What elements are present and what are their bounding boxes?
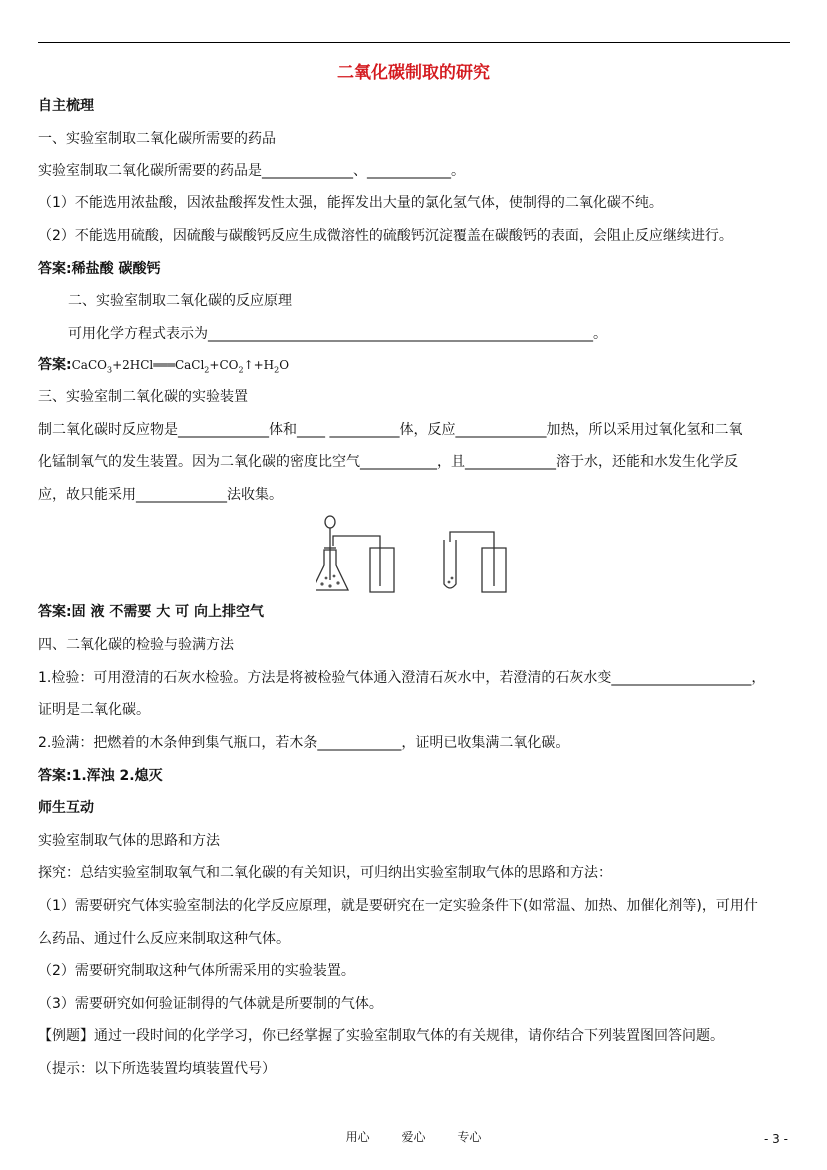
footer-word: 专心 <box>457 1130 482 1144</box>
text-line: 么药品、通过什么反应来制取这种气体。 <box>38 931 290 947</box>
page-number: - 3 - <box>764 1132 788 1146</box>
text-line: 实验室制取气体的思路和方法 <box>38 833 220 849</box>
text-line: 二、实验室制取二氧化碳的反应原理 <box>68 293 292 309</box>
text-line: 三、实验室制二氧化碳的实验装置 <box>38 389 248 405</box>
answer-equation <box>38 356 289 379</box>
answer-line: 答案:稀盐酸 碳酸钙 <box>38 261 161 277</box>
text-line: 【例题】通过一段时间的化学学习，你已经掌握了实验室制取气体的有关规律，请你结合下列装置图回答问题。 <box>38 1028 724 1044</box>
header-rule <box>38 42 790 43</box>
equation: $CaCO_3+2HCl═══CaCl_2+CO_2↑+H_2O$ <box>71 358 290 375</box>
footer-word: 用心 <box>345 1130 370 1144</box>
text-line: 证明是二氧化碳。 <box>38 702 150 718</box>
section-heading: 师生互动 <box>38 800 94 816</box>
page-title: 二氧化碳制取的研究 <box>337 63 490 83</box>
footer-word: 爱心 <box>401 1130 426 1144</box>
text-line: （提示：以下所选装置均填装置代号） <box>38 1061 276 1077</box>
text-line: （3）需要研究如何验证制得的气体就是所要制的气体。 <box>38 996 383 1012</box>
text-line: 1.检验：可用澄清的石灰水检验。方法是将被检验气体通入澄清石灰水中，若澄清的石灰水变____________________， <box>38 670 766 686</box>
section-heading: 自主梳理 <box>38 98 94 114</box>
answer-line: 答案:固 液 不需要 大 可 向上排空气 <box>38 604 264 620</box>
text-line: （2）不能选用硫酸，因硫酸与碳酸钙反应生成微溶性的硫酸钙沉淀覆盖在碳酸钙的表面，会阻止反应继续进行。 <box>38 228 733 244</box>
text-line: 2.验满：把燃着的木条伸到集气瓶口，若木条____________，证明已收集满二氧化碳。 <box>38 735 570 751</box>
text-line: 可用化学方程式表示为_______________________________________________________。 <box>68 326 607 342</box>
answer-label: 答案: <box>38 357 72 373</box>
text-line: 化锰制氧气的发生装置。因为二氧化碳的密度比空气___________，且_____________溶于水，还能和水发生化学反 <box>38 454 738 470</box>
text-line: 探究：总结实验室制取氧气和二氧化碳的有关知识，可归纳出实验室制取气体的思路和方法： <box>38 865 612 881</box>
apparatus-figure <box>316 510 516 600</box>
text-line: 制二氧化碳时反应物是_____________体和____ __________体，反应_____________加热，所以采用过氧化氢和二氧 <box>38 422 743 438</box>
text-line: 一、实验室制取二氧化碳所需要的药品 <box>38 131 276 147</box>
footer <box>0 1128 827 1145</box>
text-line: （1）需要研究气体实验室制法的化学反应原理，就是要研究在一定实验条件下(如常温、加热、加催化剂等)，可用什 <box>38 898 758 914</box>
text-line: 四、二氧化碳的检验与验满方法 <box>38 637 234 653</box>
answer-line: 答案:1.浑浊 2.熄灭 <box>38 768 163 784</box>
text-line: （1）不能选用浓盐酸，因浓盐酸挥发性太强，能挥发出大量的氯化氢气体，使制得的二氧化碳不纯。 <box>38 195 663 211</box>
text-line: （2）需要研究制取这种气体所需采用的实验装置。 <box>38 963 355 979</box>
text-line: 应，故只能采用_____________法收集。 <box>38 487 283 503</box>
text-line: 实验室制取二氧化碳所需要的药品是_____________、____________。 <box>38 163 465 179</box>
